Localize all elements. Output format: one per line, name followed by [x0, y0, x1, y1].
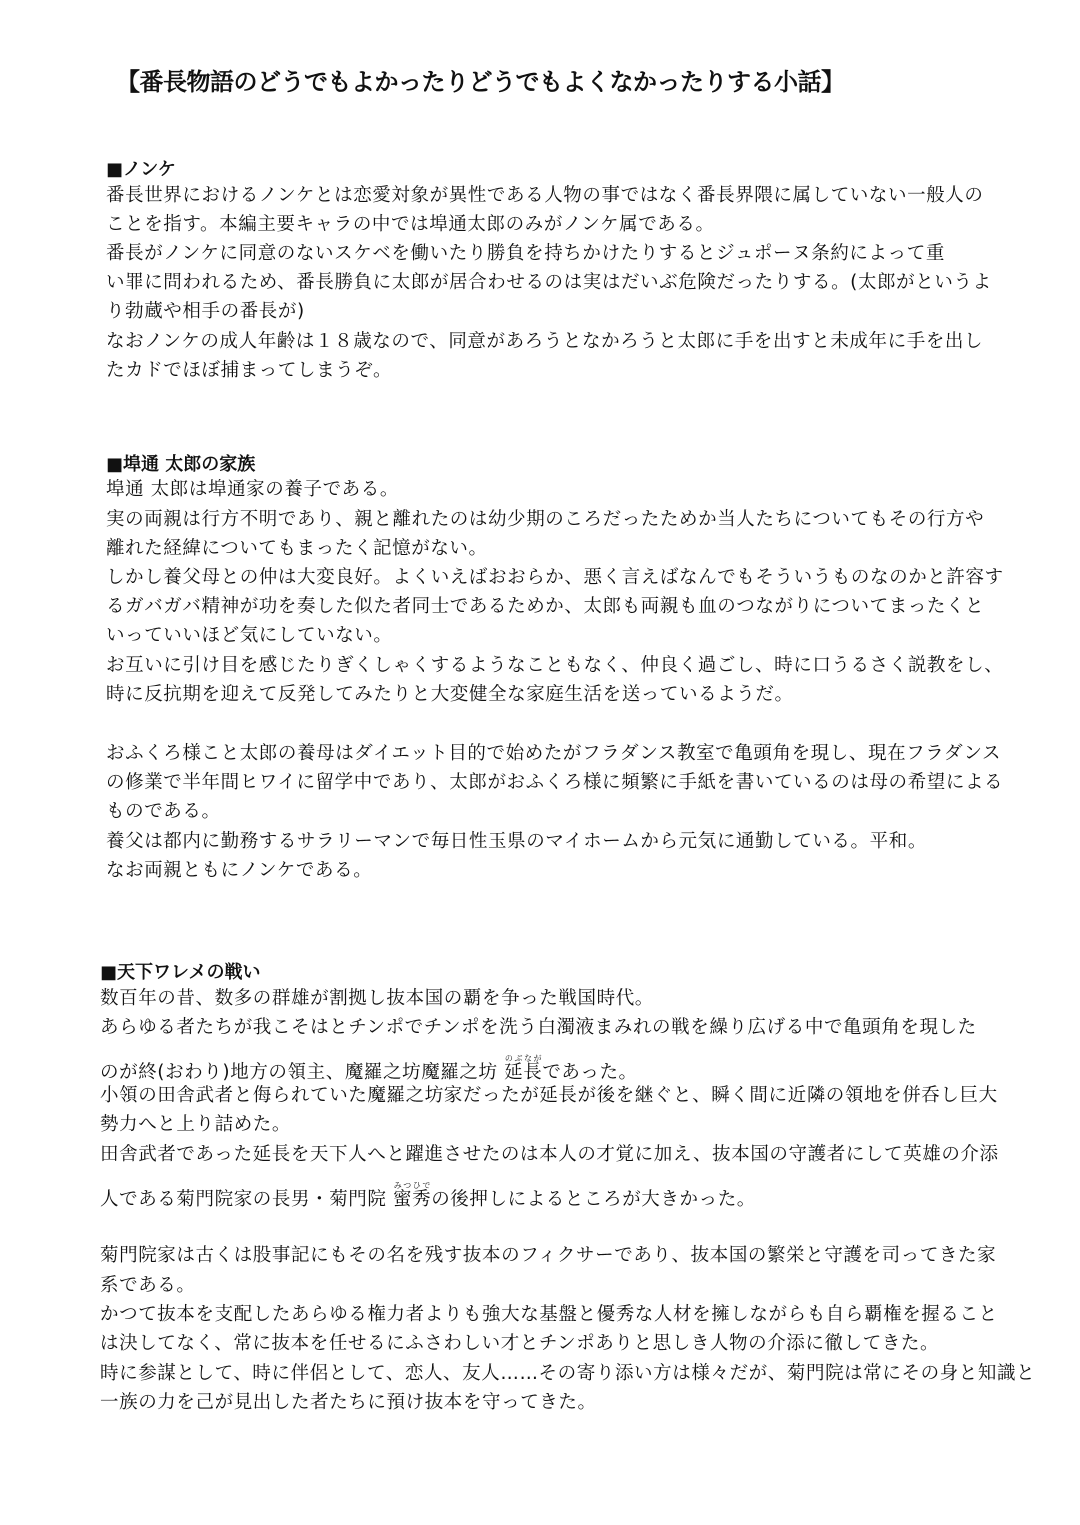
paragraph-line: 時に参謀として、時に伴侶として、恋人、友人……その寄り添い方は様々だが、菊門院は常にその身と知識と — [100, 1363, 1036, 1384]
paragraph-line: なお両親ともにノンケである。 — [106, 860, 373, 881]
document-title: 【番長物語のどうでもよかったりどうでもよくなかったりする小話】 — [116, 68, 845, 96]
paragraph-line: 系である。 — [100, 1275, 196, 1296]
paragraph-line: 時に反抗期を迎えて反発してみたりと大変健全な家庭生活を送っているようだ。 — [106, 684, 794, 705]
paragraph-line: しかし養父母との仲は大変良好。よくいえばおおらか、悪く言えばなんでもそういうものなのかと許容す — [106, 567, 1004, 588]
paragraph-line: 一族の力を己が見出した者たちに預け抜本を守ってきた。 — [100, 1392, 597, 1413]
section-heading: ■天下ワレメの戦い — [100, 962, 261, 983]
paragraph-line: ものである。 — [106, 801, 221, 822]
paragraph-line: ことを指す。本編主要キャラの中では埠通太郎のみがノンケ属である。 — [106, 214, 715, 235]
paragraph-line: り勃蔵や相手の番長が) — [106, 301, 305, 322]
paragraph-line: お互いに引け目を感じたりぎくしゃくするようなこともなく、仲良く過ごし、時に口うるさく説教をし、 — [106, 655, 1004, 676]
paragraph-line: たカドでほぼ捕まってしまうぞ。 — [106, 360, 393, 381]
paragraph-line: い罪に問われるため、番長勝負に太郎が居合わせるのは実はだいぶ危険だったりする。(太郎がというよ — [106, 272, 992, 293]
paragraph-line: 番長世界におけるノンケとは恋愛対象が異性である人物の事ではなく番長界隈に属していない一般人の — [106, 185, 984, 206]
paragraph-line: 勢力へと上り詰めた。 — [100, 1114, 292, 1135]
paragraph-line: 離れた経緯についてもまったく記憶がない。 — [106, 538, 488, 559]
paragraph-line: は決してなく、常に抜本を任せるにふさわしい才とチンポありと思しき人物の介添に徹してきた。 — [100, 1333, 940, 1354]
paragraph-line: かつて抜本を支配したあらゆる権力者よりも強大な基盤と優秀な人材を擁しながらも自ら覇権を握ること — [100, 1304, 998, 1325]
paragraph-line: いっていいほど気にしていない。 — [106, 625, 393, 646]
paragraph-line: 数百年の昔、数多の群雄が割拠し抜本国の覇を争った戦国時代。 — [100, 988, 654, 1009]
paragraph-line: 養父は都内に勤務するサラリーマンで毎日性玉県のマイホームから元気に通勤している。平和。 — [106, 831, 927, 852]
paragraph-line: 小領の田舎武者と侮られていた魔羅之坊家だったが延長が後を継ぐと、瞬く間に近隣の領地を併呑し巨大 — [100, 1085, 998, 1106]
section-heading: ■埠通 太郎の家族 — [106, 454, 256, 475]
paragraph-line: 実の両親は行方不明であり、親と離れたのは幼少期のころだったためか当人たちについてもその行方や — [106, 509, 985, 530]
paragraph-line: の修業で半年間ヒワイに留学中であり、太郎がおふくろ様に頻繁に手紙を書いているのは母の希望による — [106, 772, 1004, 793]
ruby-annotation: 蜜秀みつひで — [392, 1181, 432, 1210]
paragraph-line: 埠通 太郎は埠通家の養子である。 — [106, 479, 399, 500]
paragraph-line: 人である菊門院家の長男・菊門院 蜜秀みつひでの後押しによるところが大きかった。 — [100, 1181, 756, 1210]
paragraph-line: るガバガバ精神が功を奏した似た者同士であるためか、太郎も両親も血のつながりについてまったくと — [106, 596, 985, 617]
paragraph-line: 菊門院家は古くは股事記にもその名を残す抜本のフィクサーであり、抜本国の繁栄と守護を司ってきた家 — [100, 1245, 997, 1266]
paragraph-line: なおノンケの成人年齢は１８歳なので、同意があろうとなかろうと太郎に手を出すと未成年に手を出し — [106, 331, 984, 352]
paragraph-line: 番長がノンケに同意のないスケベを働いたり勝負を持ちかけたりするとジュポーヌ条約によって重 — [106, 243, 945, 264]
ruby-annotation: 延長のぶなが — [504, 1054, 543, 1083]
paragraph-line: のが終(おわり)地方の領主、魔羅之坊魔羅之坊 延長のぶながであった。 — [100, 1054, 638, 1083]
paragraph-line: あらゆる者たちが我こそはとチンポでチンポを洗う白濁液まみれの戦を繰り広げる中で亀頭角を現した — [100, 1017, 977, 1038]
paragraph-line: 田舎武者であった延長を天下人へと躍進させたのは本人の才覚に加え、抜本国の守護者にして英雄の介添 — [100, 1144, 999, 1165]
section-heading: ■ノンケ — [106, 159, 176, 180]
paragraph-line: おふくろ様こと太郎の養母はダイエット目的で始めたがフラダンス教室で亀頭角を現し、現在フラダンス — [106, 743, 1002, 764]
